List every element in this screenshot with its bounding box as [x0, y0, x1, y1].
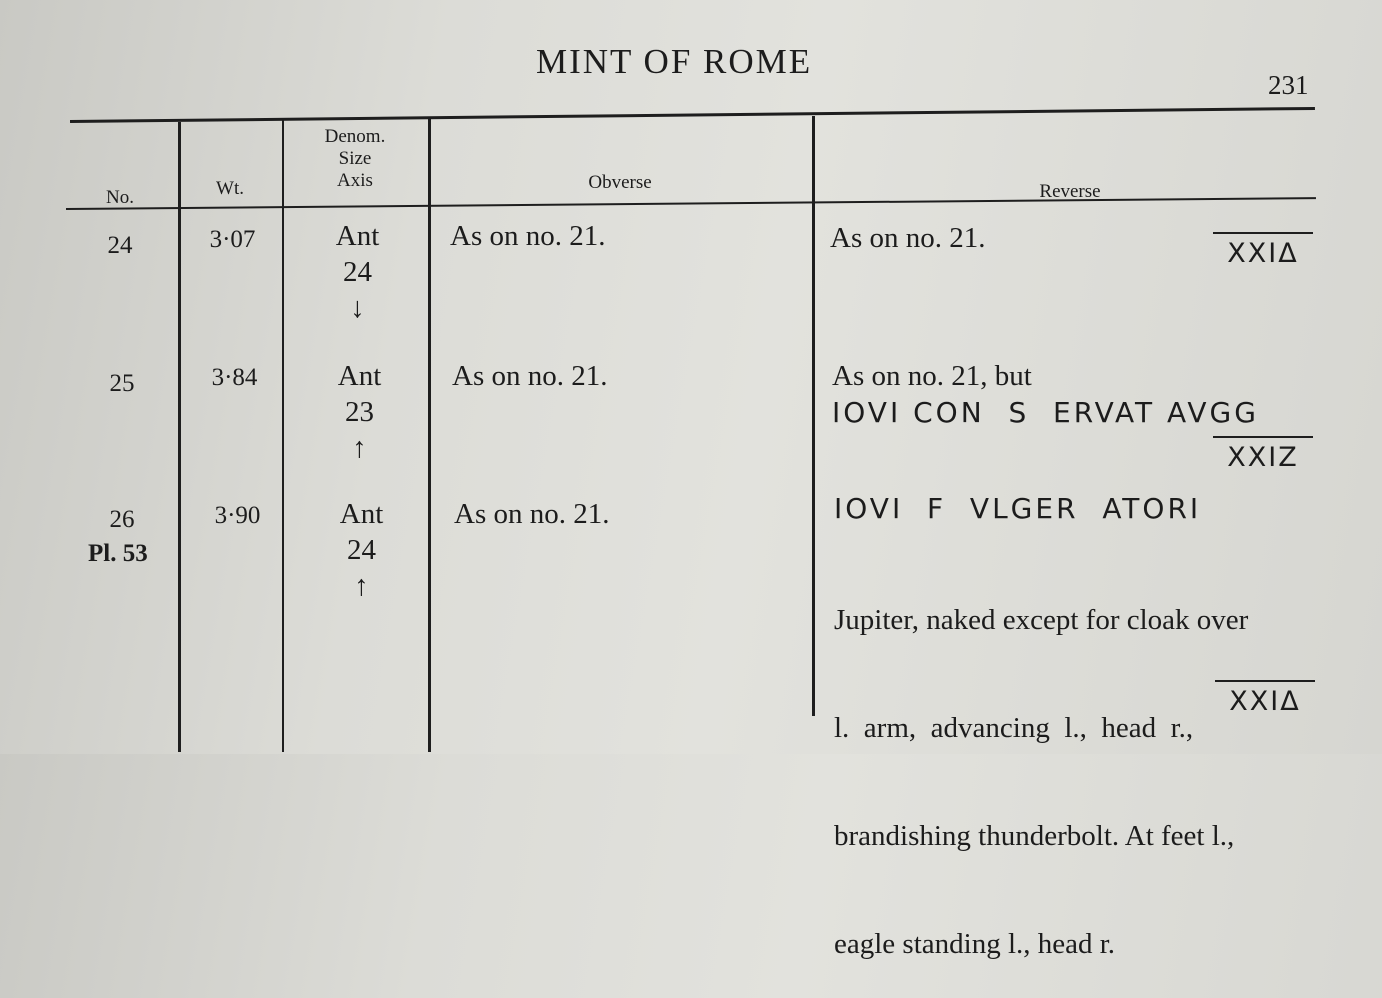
row-24-obverse: As on no. 21. [450, 220, 606, 252]
row-26-no: 26 [109, 506, 135, 533]
row-26-reverse-description [834, 530, 1248, 998]
header-obverse: Obverse [588, 172, 652, 193]
row-26-reverse-line-1: Jupiter, naked except for cloak over [834, 604, 1249, 636]
row-26-plate: Pl. 53 [88, 540, 148, 567]
row-24-reverse: As on no. 21. [830, 222, 986, 254]
row-24-size: 24 [343, 256, 372, 288]
row-25-exergue: XXIZ [1213, 436, 1313, 473]
row-24-denom: Ant [335, 220, 380, 252]
row-26-denom-block [304, 496, 419, 604]
row-25-denom: Ant [337, 360, 382, 392]
row-24-axis-arrow: ↓ [350, 292, 365, 324]
page-number: 231 [1268, 70, 1309, 100]
row-25-axis-arrow: ↑ [352, 432, 367, 464]
header-denom [300, 126, 410, 192]
header-reverse: Reverse [1039, 181, 1101, 202]
header-wt: Wt. [216, 178, 244, 199]
column-divider-4 [812, 116, 815, 716]
column-divider-3 [428, 118, 431, 752]
row-24-weight: 3·07 [209, 226, 256, 253]
row-26-size: 24 [347, 534, 376, 566]
header-denom-label: Denom. [324, 126, 386, 147]
header-no: No. [106, 187, 134, 208]
row-26-weight: 3·90 [214, 502, 261, 529]
row-24-exergue: XXIΔ [1213, 232, 1313, 269]
page-title: MINT OF ROME [536, 42, 813, 81]
row-26-legend: IOVI F VLGER ATORI [834, 492, 1202, 525]
header-axis-label: Axis [337, 170, 373, 191]
row-25-size: 23 [345, 396, 374, 428]
row-25-no: 25 [109, 370, 135, 397]
row-26-obverse: As on no. 21. [454, 498, 610, 530]
column-divider-1 [178, 122, 181, 752]
row-25-reverse: As on no. 21, but [832, 360, 1032, 392]
row-26-axis-arrow: ↑ [354, 570, 369, 602]
row-26-reverse-line-2: l. arm, advancing l., head r., [834, 712, 1194, 744]
row-26-denom: Ant [339, 498, 384, 530]
table-top-rule [70, 107, 1315, 123]
row-26-reverse-line-4: eagle standing l., head r. [834, 928, 1116, 960]
row-25-denom-block [302, 358, 417, 466]
header-size-label: Size [338, 148, 372, 169]
row-26-reverse-line-3: brandishing thunderbolt. At feet l., [834, 820, 1235, 852]
row-26-exergue: XXIΔ [1215, 680, 1315, 717]
column-divider-2 [282, 120, 284, 752]
row-24-no: 24 [107, 232, 133, 259]
row-24-denom-block [300, 218, 415, 326]
row-25-weight: 3·84 [211, 364, 258, 391]
row-25-obverse: As on no. 21. [452, 360, 608, 392]
row-25-legend: IOVI CON S ERVAT AVGG [832, 396, 1259, 429]
